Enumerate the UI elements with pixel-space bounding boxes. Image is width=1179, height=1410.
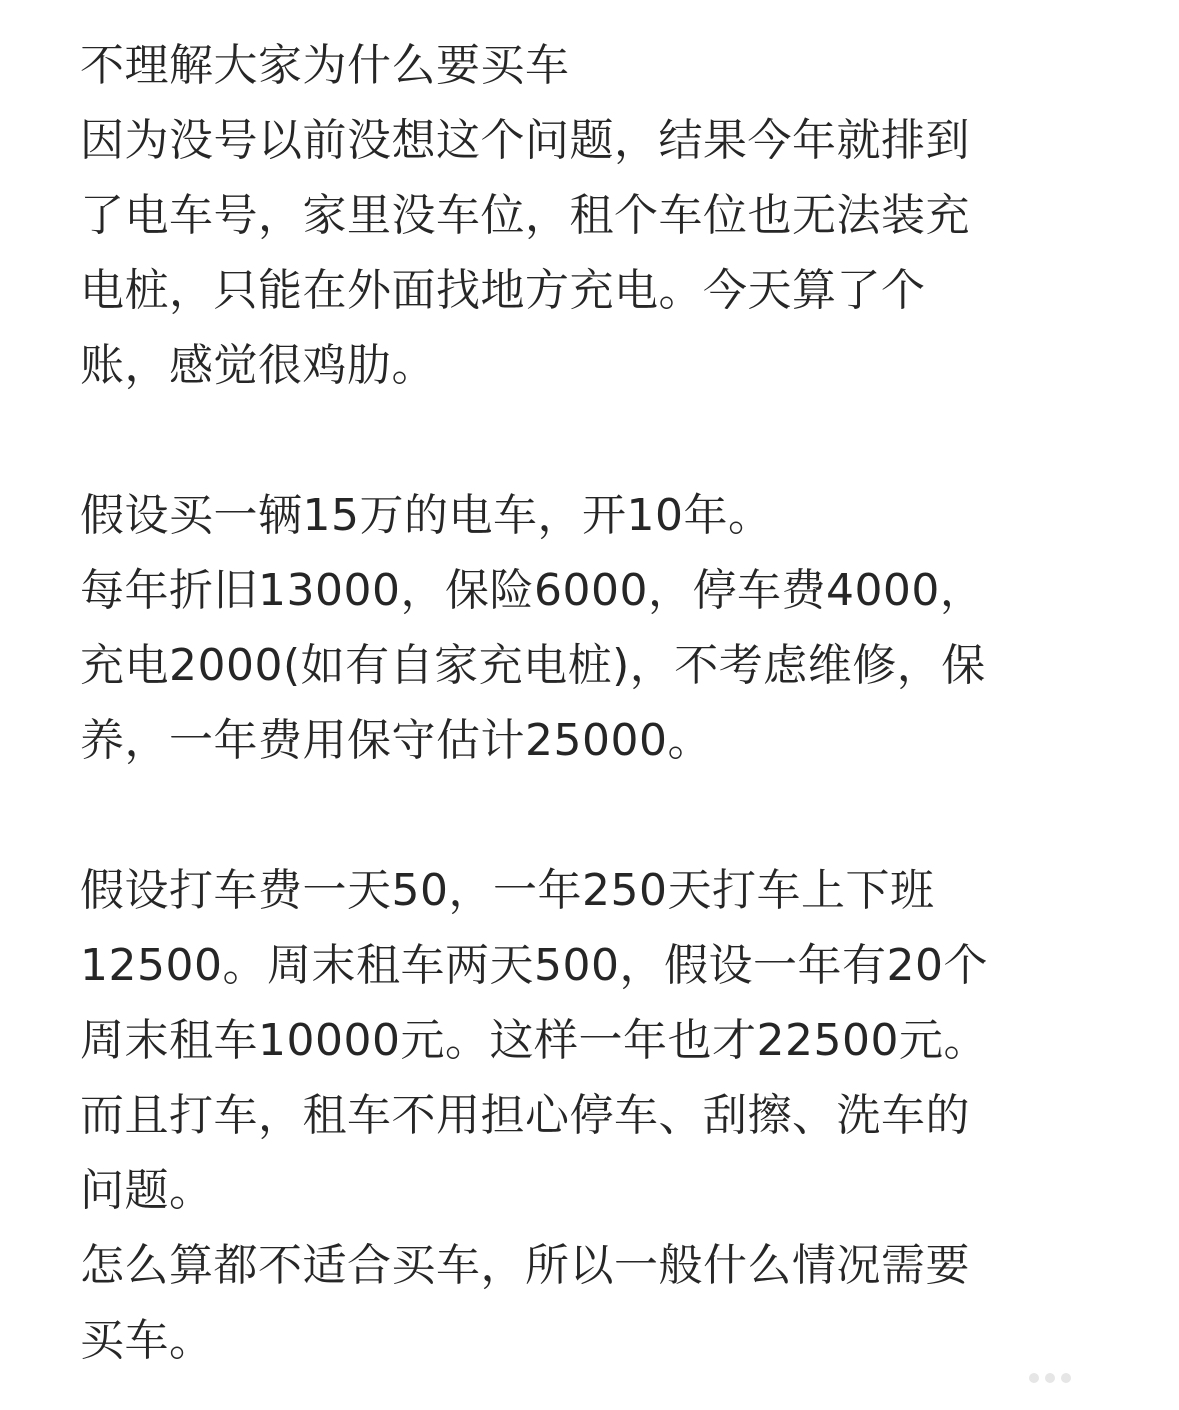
post-title-line: 不理解大家为什么要买车 (80, 40, 570, 91)
watermark-dot (1045, 1373, 1055, 1383)
watermark-dot (1061, 1373, 1071, 1383)
text-line: 因为没号以前没想这个问题，结果今年就排到 (80, 115, 970, 166)
paragraph-spacer (80, 778, 1100, 853)
text-line: 了电车号，家里没车位，租个车位也无法装充 (80, 190, 970, 241)
post-body (80, 28, 1100, 1378)
text-line: 问题。 (80, 1165, 214, 1216)
text-line: 充电2000(如有自家充电桩)，不考虑维修，保 (80, 640, 986, 691)
text-line: 假设买一辆15万的电车，开10年。 (80, 490, 773, 541)
paragraph-intro (80, 28, 1100, 403)
text-line: 怎么算都不适合买车，所以一般什么情况需要 (80, 1240, 970, 1291)
text-line: 养，一年费用保守估计25000。 (80, 715, 712, 766)
watermark-dot (1029, 1373, 1039, 1383)
text-line: 而且打车，租车不用担心停车、刮擦、洗车的 (80, 1090, 970, 1141)
text-line: 假设打车费一天50，一年250天打车上下班 (80, 865, 935, 916)
text-line: 电桩，只能在外面找地方充电。今天算了个 (80, 265, 926, 316)
text-line: 周末租车10000元。这样一年也才22500元。 (80, 1015, 988, 1066)
paragraph-car-cost (80, 478, 1100, 778)
text-line: 买车。 (80, 1315, 214, 1366)
paragraph-spacer (80, 403, 1100, 478)
text-line: 账，感觉很鸡肋。 (80, 340, 436, 391)
watermark (935, 1358, 1165, 1398)
text-line: 12500。周末租车两天500，假设一年有20个 (80, 940, 988, 991)
paragraph-taxi-cost (80, 853, 1100, 1378)
text-line: 每年折旧13000，保险6000，停车费4000， (80, 565, 985, 616)
